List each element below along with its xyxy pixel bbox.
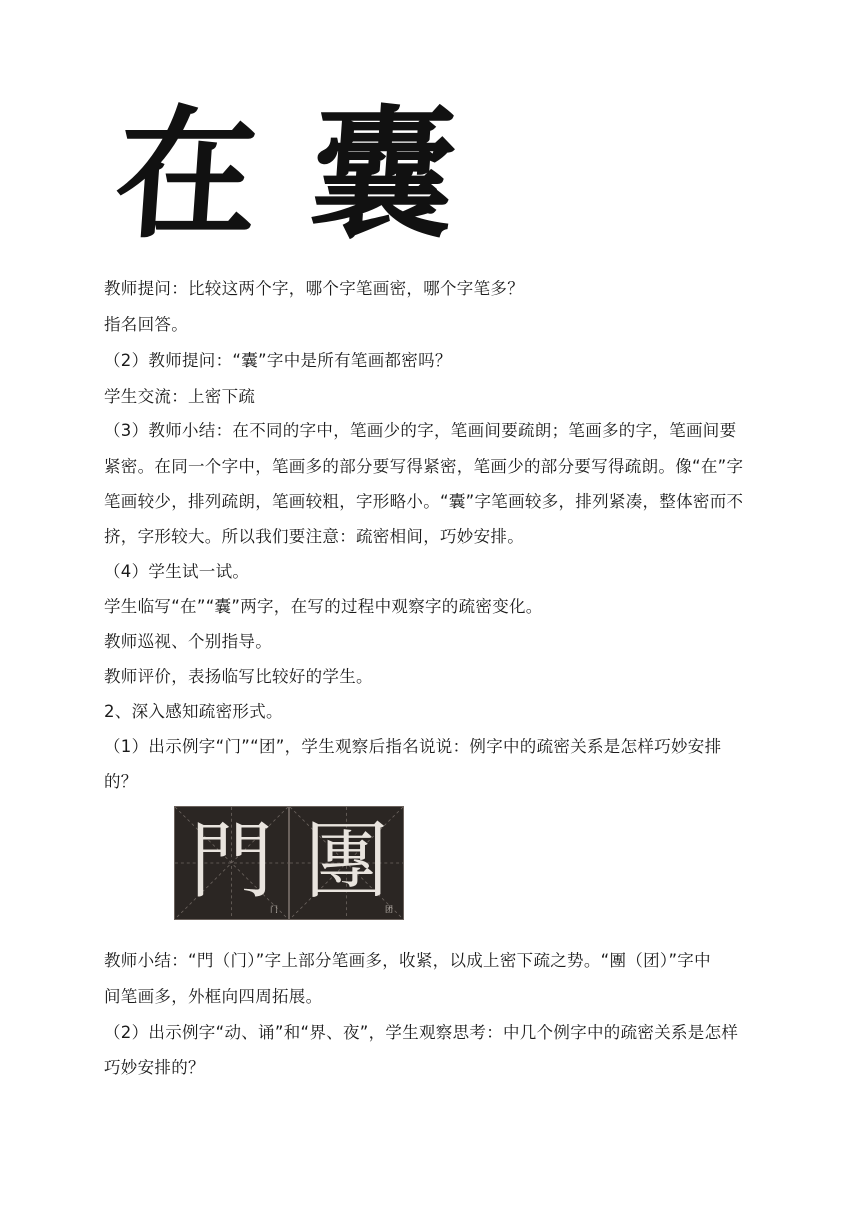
paragraph-example2-line1: （2）出示例字“动、诵”和“界、夜”，学生观察思考：中几个例字中的疏密关系是怎样 <box>104 1023 739 1042</box>
rubbing-cell-tuan <box>289 806 404 920</box>
paragraph-student-exchange: 学生交流：上密下疏 <box>104 387 256 406</box>
paragraph-example-summary-line1: 教师小结：“門（门）”字上部分笔画多，收紧，以成上密下疏之势。“團（团）”字中 <box>104 951 711 970</box>
paragraph-example-line1: （1）出示例字“门”“团”，学生观察后指名说说：例字中的疏密关系是怎样巧妙安排 <box>104 737 722 756</box>
paragraph-summary-line3: 笔画较少，排列疏朗，笔画较粗，字形略小。“囊”字笔画较多，排列紧凑，整体密而不 <box>104 492 744 511</box>
calligraphy-sample-top <box>110 92 462 258</box>
paragraph-summary-line4: 挤，字形较大。所以我们要注意：疏密相间，巧妙安排。 <box>104 527 524 546</box>
paragraph-example-summary-line2: 间笔画多，外框向四周拓展。 <box>104 987 323 1006</box>
paragraph-summary-line2: 紧密。在同一个字中，笔画多的部分要写得紧密，笔画少的部分要写得疏朗。像“在”字 <box>104 457 744 476</box>
paragraph-teacher-evaluate: 教师评价，表扬临写比较好的学生。 <box>104 667 373 686</box>
section-heading-2: 2、深入感知疏密形式。 <box>104 702 283 721</box>
calligraphy-rubbing-image <box>174 806 404 920</box>
paragraph-example-line2: 的？ <box>104 772 138 791</box>
paragraph-teacher-patrol: 教师巡视、个别指导。 <box>104 632 272 651</box>
paragraph-teacher-question: 教师提问：比较这两个字，哪个字笔画密，哪个字笔多？ <box>104 279 524 298</box>
rubbing-tag-men: 门 <box>270 905 278 914</box>
rubbing-tag-tuan: 团 <box>385 905 393 914</box>
rubbing-char-men: 門 <box>189 812 274 910</box>
paragraph-summary-line1: （3）教师小结：在不同的字中，笔画少的字，笔画间要疏朗；笔画多的字，笔画间要 <box>104 421 737 440</box>
paragraph-name-answer: 指名回答。 <box>104 315 188 334</box>
calligraphy-char-zai: 在 <box>110 92 264 258</box>
paragraph-student-copy: 学生临写“在”“囊”两字，在写的过程中观察字的疏密变化。 <box>104 597 543 616</box>
rubbing-cell-men <box>174 806 289 920</box>
rubbing-char-tuan: 團 <box>304 812 389 910</box>
paragraph-example2-line2: 巧妙安排的？ <box>104 1058 205 1077</box>
calligraphy-char-nang: 囊 <box>306 92 460 258</box>
paragraph-step2-question: （2）教师提问：“囊”字中是所有笔画都密吗？ <box>104 351 452 370</box>
paragraph-step4-try: （4）学生试一试。 <box>104 562 250 581</box>
